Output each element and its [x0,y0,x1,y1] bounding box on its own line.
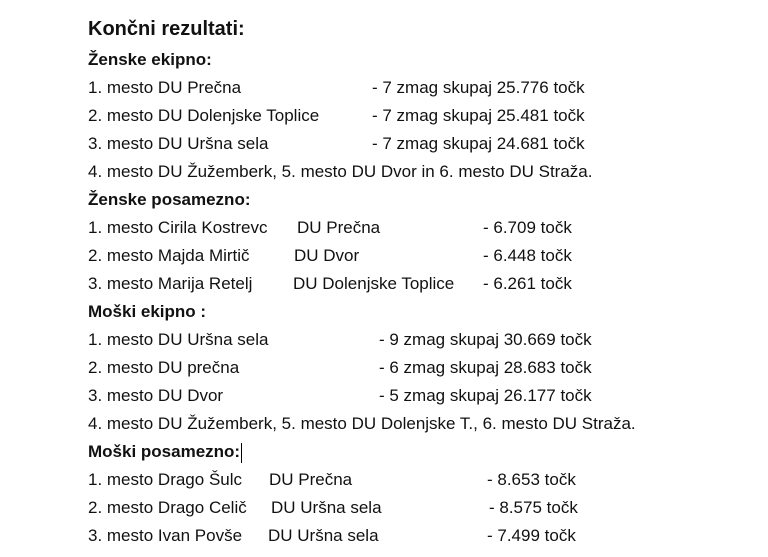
result-text: - 6.448 točk [483,246,572,265]
club-text: DU Dvor [294,246,360,265]
result-text: - 7 zmag skupaj 25.776 točk [372,78,585,97]
place-text: 2. mesto DU Dolenjske Toplice [88,106,320,125]
section-heading-moski-posamezno [88,438,748,466]
club-text: DU Dolenjske Toplice [293,274,455,293]
result-row [88,214,748,242]
club-text: DU Uršna sela [271,498,382,517]
place-text: 2. mesto Majda Mirtič [88,246,250,265]
place-text: 3. mesto DU Uršna sela [88,134,269,153]
document-body [88,14,748,550]
place-text: 2. mesto DU prečna [88,358,240,377]
others-row: 4. mesto DU Žužemberk, 5. mesto DU Dvor in 6. mesto DU Straža. [88,162,593,181]
result-row [88,354,748,382]
result-row [88,326,748,354]
section-heading-moski-ekipno: Moški ekipno : [88,302,207,321]
others-row: 4. mesto DU Žužemberk, 5. mesto DU Dolenjske T., 6. mesto DU Straža. [88,414,636,433]
result-row [88,74,748,102]
place-text: 2. mesto Drago Celič [88,498,247,517]
result-text: - 7 zmag skupaj 24.681 točk [372,134,585,153]
result-row [88,242,748,270]
place-text: 1. mesto Drago Šulc [88,470,243,489]
place-text: 1. mesto DU Uršna sela [88,330,269,349]
club-text: DU Prečna [297,218,381,237]
result-row [88,494,748,522]
place-text: 1. mesto Cirila Kostrevc [88,218,268,237]
result-row [88,382,748,410]
result-text: - 8.575 točk [489,498,578,517]
result-text: - 5 zmag skupaj 26.177 točk [379,386,592,405]
place-text: 3. mesto Ivan Povše [88,526,243,545]
result-text: - 6 zmag skupaj 28.683 točk [379,358,592,377]
place-text: 1. mesto DU Prečna [88,78,242,97]
result-row [88,102,748,130]
result-row [88,466,748,494]
result-text: - 7 zmag skupaj 25.481 točk [372,106,585,125]
heading-text: Moški posamezno: [88,442,241,461]
section-heading-zenske-posamezno: Ženske posamezno: [88,190,251,209]
club-text: DU Uršna sela [268,526,379,545]
place-text: 3. mesto Marija Retelj [88,274,253,293]
result-row [88,522,748,550]
result-text: - 7.499 točk [487,526,576,545]
result-text: - 6.261 točk [483,274,572,293]
place-text: 3. mesto DU Dvor [88,386,224,405]
result-text: - 8.653 točk [487,470,576,489]
page-title: Končni rezultati: [88,18,245,40]
result-row [88,270,748,298]
club-text: DU Prečna [269,470,353,489]
result-row [88,130,748,158]
result-text: - 9 zmag skupaj 30.669 točk [379,330,592,349]
text-cursor [241,443,242,463]
section-heading-zenske-ekipno: Ženske ekipno: [88,50,212,69]
result-text: - 6.709 točk [483,218,572,237]
